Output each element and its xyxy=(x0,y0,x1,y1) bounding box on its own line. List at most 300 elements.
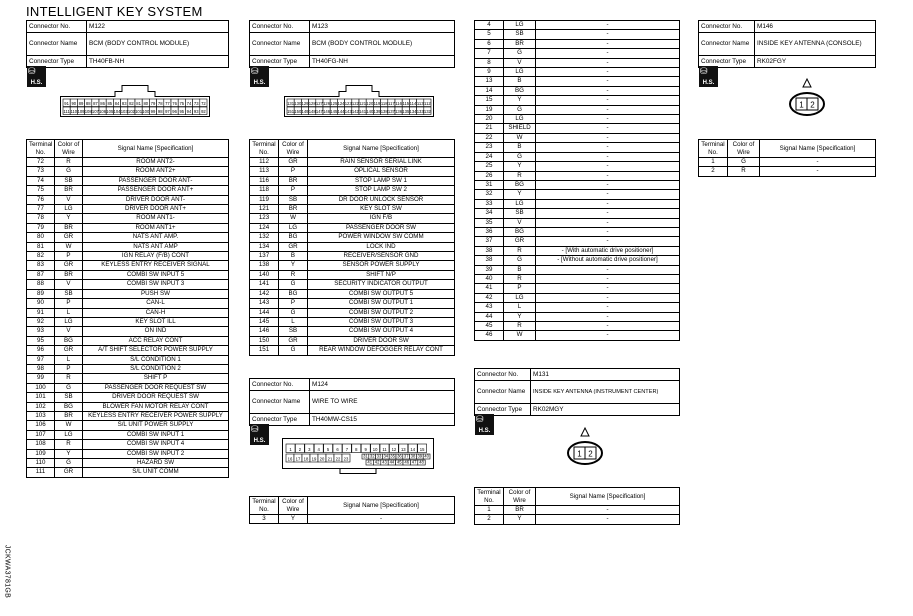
terminal-cell: 6 xyxy=(475,39,504,48)
signal-name-cell: COMBI SW INPUT 2 xyxy=(83,449,229,458)
table-row xyxy=(699,167,876,176)
table-row xyxy=(27,158,229,167)
terminal-cell: 5 xyxy=(475,30,504,39)
pin-label: 100 xyxy=(142,108,150,114)
table-row xyxy=(250,233,455,242)
pin-label: 124 xyxy=(337,100,345,106)
signal-name-cell: - xyxy=(536,190,680,199)
pin-label: 139 xyxy=(373,108,381,114)
signal-name-cell: ACC RELAY CONT xyxy=(83,336,229,345)
signal-name-cell: HAZARD SW xyxy=(83,459,229,468)
pin-label: 135 xyxy=(402,108,410,114)
signal-name-cell: KEY SLOT ILL xyxy=(83,317,229,326)
pin-label: 96 xyxy=(172,108,177,114)
pin-label: 137 xyxy=(387,108,395,114)
terminal-cell: 98 xyxy=(27,364,55,373)
pin-label: 19 xyxy=(311,456,317,462)
pin-label: 13 xyxy=(400,446,406,452)
signal-name-cell: - xyxy=(536,303,680,312)
pin-label: 105 xyxy=(106,108,114,114)
signal-name-cell: ROOM ANT2+ xyxy=(83,167,229,176)
m124-connector-diagram xyxy=(282,438,434,474)
signal-name-cell: COMBI SW OUTPUT 5 xyxy=(308,289,455,298)
terminal-cell: 142 xyxy=(250,289,279,298)
wire-color-cell: GR xyxy=(55,468,83,477)
pin-label: 36 xyxy=(397,453,402,459)
wire-color-cell: P xyxy=(55,299,83,308)
header-terminal: Terminal No. xyxy=(250,140,279,158)
terminal-cell: 15 xyxy=(475,96,504,105)
table-row xyxy=(27,289,229,298)
pin-label: 80 xyxy=(143,100,149,106)
wire-color-cell: G xyxy=(279,346,308,355)
pin-label: 47 xyxy=(411,459,417,465)
wire-color-cell: LG xyxy=(504,199,536,208)
table-row xyxy=(475,312,680,321)
terminal-cell: 90 xyxy=(27,299,55,308)
pin-label: 40 xyxy=(424,453,429,459)
pin-label: 18 xyxy=(303,456,309,462)
connector-no: M123 xyxy=(310,21,455,33)
terminal-cell: 1 xyxy=(475,506,504,515)
terminal-cell: 110 xyxy=(27,459,55,468)
pin-label: 15 xyxy=(419,446,425,452)
terminal-cell: 39 xyxy=(475,265,504,274)
pin-label: 89 xyxy=(78,100,84,106)
terminal-cell: 93 xyxy=(27,327,55,336)
wire-color-cell: G xyxy=(504,256,536,265)
m124-info xyxy=(249,378,455,426)
wire-color-cell: V xyxy=(55,327,83,336)
header-terminal: Terminal No. xyxy=(699,140,728,158)
wire-color-cell: G xyxy=(504,152,536,161)
terminal-cell: 75 xyxy=(27,186,55,195)
signal-name-cell: PASSENGER DOOR SW xyxy=(308,223,455,232)
terminal-cell: 34 xyxy=(475,209,504,218)
pin-label: 2 xyxy=(810,100,815,110)
table-row xyxy=(475,96,680,105)
pin-label: 118 xyxy=(380,100,388,106)
table-row xyxy=(475,237,680,246)
pin-label: 45 xyxy=(396,459,402,465)
table-row xyxy=(27,242,229,251)
pin-label: 142 xyxy=(351,108,359,114)
connector-type: TH40MW-CS15 xyxy=(310,414,455,426)
terminal-cell: 96 xyxy=(27,346,55,355)
wire-color-cell: SB xyxy=(279,195,308,204)
pin-label: 117 xyxy=(388,100,395,106)
signal-name-cell: SENSOR POWER SUPPLY xyxy=(308,261,455,270)
wire-color-cell: GR xyxy=(55,346,83,355)
m123-info xyxy=(249,20,455,68)
terminal-cell: 92 xyxy=(27,317,55,326)
terminal-cell: 74 xyxy=(27,176,55,185)
table-row xyxy=(475,199,680,208)
wire-color-cell: V xyxy=(55,195,83,204)
signal-name-cell: - xyxy=(536,143,680,152)
wire-color-cell: G xyxy=(504,105,536,114)
wire-color-cell: BR xyxy=(504,39,536,48)
pin-label: 32 xyxy=(369,453,375,459)
table-row xyxy=(27,459,229,468)
signal-name-cell: S/L CONDITION 1 xyxy=(83,355,229,364)
pin-label: 97 xyxy=(165,108,170,114)
signal-name-cell: SHIFT N/P xyxy=(308,270,455,279)
label: Connector No. xyxy=(27,21,87,33)
terminal-cell: 1 xyxy=(699,158,728,167)
signal-name-cell: DRIVER DOOR SW xyxy=(308,336,455,345)
signal-name-cell: - xyxy=(536,133,680,142)
wire-color-cell: G xyxy=(728,158,760,167)
header-signal: Signal Name [Specification] xyxy=(83,140,229,158)
pin-label: 138 xyxy=(380,108,388,114)
signal-name-cell: REAR WINDOW DEFOGGER RELAY CONT xyxy=(308,346,455,355)
hs-badge: ⛁ H.S. xyxy=(27,66,46,87)
table-row xyxy=(27,346,229,355)
pin-label: 48 xyxy=(419,459,424,465)
terminal-cell: 118 xyxy=(250,186,279,195)
pin-label: 4 xyxy=(317,446,320,452)
table-row xyxy=(27,186,229,195)
terminal-cell: 33 xyxy=(475,199,504,208)
wire-color-cell: BG xyxy=(504,86,536,95)
signal-name-cell: - [Without automatic drive positioner] xyxy=(536,256,680,265)
wire-color-cell: SB xyxy=(55,176,83,185)
signal-name-cell: ON IND xyxy=(83,327,229,336)
wire-color-cell: L xyxy=(279,317,308,326)
hs-badge: ⛁ H.S. xyxy=(250,66,269,87)
pin-label: 149 xyxy=(301,108,309,114)
terminal-cell: 8 xyxy=(475,58,504,67)
signal-name-cell: COMBI SW INPUT 1 xyxy=(83,430,229,439)
terminal-cell: 107 xyxy=(27,430,55,439)
wire-color-cell: BR xyxy=(504,506,536,515)
label: Connector No. xyxy=(250,21,310,33)
terminal-cell: 3 xyxy=(250,515,279,524)
label: Connector No. xyxy=(250,379,310,391)
terminal-cell: 119 xyxy=(250,195,279,204)
terminal-cell: 124 xyxy=(250,223,279,232)
signal-name-cell: - xyxy=(536,171,680,180)
pin-label: 1 xyxy=(577,449,582,459)
wire-color-cell: W xyxy=(504,331,536,340)
header-signal: Signal Name [Specification] xyxy=(760,140,876,158)
table-row xyxy=(475,133,680,142)
table-row xyxy=(27,327,229,336)
wire-color-cell: GR xyxy=(55,233,83,242)
connector-name: BCM (BODY CONTROL MODULE) xyxy=(87,33,229,56)
terminal-cell: 44 xyxy=(475,312,504,321)
pin-label: 88 xyxy=(85,100,91,106)
signal-name-cell: DRIVER DOOR ANT+ xyxy=(83,205,229,214)
pin-label: 93 xyxy=(193,108,199,114)
pin-label: 112 xyxy=(424,100,431,106)
table-row xyxy=(475,322,680,331)
table-row xyxy=(27,270,229,279)
pin-label: 140 xyxy=(366,108,374,114)
signal-name-cell: STOP LAMP SW 2 xyxy=(308,186,455,195)
terminal-cell: 2 xyxy=(699,167,728,176)
wire-color-cell: Y xyxy=(279,515,308,524)
terminal-cell: 101 xyxy=(27,393,55,402)
signal-name-cell: IGN RELAY (F/B) CONT xyxy=(83,252,229,261)
terminal-cell: 42 xyxy=(475,293,504,302)
signal-name-cell: ROOM ANT2- xyxy=(83,158,229,167)
pin-label: 146 xyxy=(323,108,331,114)
terminal-cell: 38 xyxy=(475,256,504,265)
terminal-cell: 134 xyxy=(250,242,279,251)
terminal-cell: 2 xyxy=(475,515,504,524)
table-row xyxy=(27,214,229,223)
signal-name-cell: KEYLESS ENTRY RECEIVER SIGNAL xyxy=(83,261,229,270)
terminal-cell: 100 xyxy=(27,383,55,392)
terminal-cell: 22 xyxy=(475,133,504,142)
connector-name: WIRE TO WIRE xyxy=(310,391,455,414)
signal-name-cell: COMBI SW OUTPUT 2 xyxy=(308,308,455,317)
pin-label: 44 xyxy=(389,459,395,465)
pin-label: 110 xyxy=(70,108,78,114)
terminal-cell: 144 xyxy=(250,308,279,317)
signal-name-cell: - xyxy=(536,115,680,124)
wire-color-cell: GR xyxy=(504,237,536,246)
terminal-cell: 80 xyxy=(27,233,55,242)
table-row xyxy=(27,468,229,477)
wire-color-cell: BG xyxy=(504,227,536,236)
terminal-cell: 40 xyxy=(475,274,504,283)
terminal-cell: 151 xyxy=(250,346,279,355)
pin-label: 74 xyxy=(186,100,192,106)
pin-label: 6 xyxy=(336,446,339,452)
signal-name-cell: SHIFT P xyxy=(83,374,229,383)
pin-label: 31 xyxy=(363,453,368,459)
pin-label: 151 xyxy=(287,108,295,114)
wire-color-cell: Y xyxy=(55,214,83,223)
table-row xyxy=(475,115,680,124)
pin-label: 22 xyxy=(335,456,341,462)
wire-color-cell: G xyxy=(55,459,83,468)
pin-label: 119 xyxy=(373,100,381,106)
terminal-cell: 112 xyxy=(250,158,279,167)
pin-label: 75 xyxy=(179,100,185,106)
pin-label: 8 xyxy=(355,446,358,452)
signal-name-cell: - xyxy=(308,515,455,524)
pin-label: 85 xyxy=(107,100,113,106)
signal-name-cell: - xyxy=(536,77,680,86)
table-row xyxy=(250,317,455,326)
pin-label: 133 xyxy=(416,108,424,114)
table-row xyxy=(250,195,455,204)
table-row xyxy=(475,171,680,180)
wire-color-cell: V xyxy=(504,58,536,67)
wire-color-cell: R xyxy=(55,374,83,383)
table-row xyxy=(250,252,455,261)
pin-label: 1 xyxy=(289,446,292,452)
wire-color-cell: V xyxy=(504,218,536,227)
table-row xyxy=(27,440,229,449)
signal-name-cell: CAN-H xyxy=(83,308,229,317)
signal-name-cell: - xyxy=(536,322,680,331)
connector-type: RK02MGY xyxy=(531,404,680,416)
wire-color-cell: GR xyxy=(279,158,308,167)
hs-badge: ⛁ H.S. xyxy=(699,66,718,87)
pin-label: 79 xyxy=(150,100,156,106)
table-row xyxy=(250,261,455,270)
terminal-cell: 81 xyxy=(27,242,55,251)
signal-name-cell: COMBI SW INPUT 5 xyxy=(83,270,229,279)
signal-name-cell: OPLICAL SENSOR xyxy=(308,167,455,176)
table-row xyxy=(475,180,680,189)
wire-color-cell: W xyxy=(55,421,83,430)
table-row xyxy=(27,205,229,214)
pin-label: 129 xyxy=(301,100,309,106)
m146-table xyxy=(698,139,876,177)
signal-name-cell: - xyxy=(536,58,680,67)
signal-name-cell: - xyxy=(536,105,680,114)
label: Connector Name xyxy=(250,391,310,414)
signal-name-cell: KEYLESS ENTRY RECEIVER POWER SUPPLY xyxy=(83,411,229,420)
table-row xyxy=(475,227,680,236)
table-row xyxy=(27,299,229,308)
wire-color-cell: R xyxy=(504,322,536,331)
pin-label: 121 xyxy=(359,100,367,106)
pin-label: 127 xyxy=(315,100,323,106)
pin-label: 76 xyxy=(172,100,177,106)
wire-color-cell: R xyxy=(55,158,83,167)
pin-label: 98 xyxy=(157,108,163,114)
document-code-text: JCKWA3781GB xyxy=(3,544,11,599)
wire-color-cell: Y xyxy=(504,515,536,524)
table-row xyxy=(27,393,229,402)
wire-color-cell: LG xyxy=(504,293,536,302)
pin-label: 33 xyxy=(376,453,382,459)
wire-color-cell: L xyxy=(55,308,83,317)
header-terminal: Terminal No. xyxy=(475,488,504,506)
wire-color-cell: SHIELD xyxy=(504,124,536,133)
wire-color-cell: SB xyxy=(504,209,536,218)
table-row xyxy=(250,205,455,214)
pin-label: 101 xyxy=(135,108,143,114)
signal-name-cell: - xyxy=(536,218,680,227)
wire-color-cell: BG xyxy=(55,336,83,345)
pin-label: 150 xyxy=(294,108,302,114)
terminal-cell: 31 xyxy=(475,180,504,189)
terminal-cell: 121 xyxy=(250,205,279,214)
pin-label: 1 xyxy=(799,100,804,110)
terminal-cell: 145 xyxy=(250,317,279,326)
signal-name-cell: RECEIVER/SENSOR GND xyxy=(308,252,455,261)
connector-no: M122 xyxy=(87,21,229,33)
terminal-cell: 103 xyxy=(27,411,55,420)
pin-label: 90 xyxy=(71,100,77,106)
table-row xyxy=(27,167,229,176)
label: Connector Type xyxy=(250,56,310,68)
signal-name-cell: - xyxy=(536,265,680,274)
table-row xyxy=(27,374,229,383)
pin-label: 11 xyxy=(382,446,387,452)
m123-connector-diagram xyxy=(284,85,434,117)
terminal-cell: 99 xyxy=(27,374,55,383)
table-row xyxy=(250,515,455,524)
terminal-cell: 123 xyxy=(250,214,279,223)
wire-color-cell: P xyxy=(279,167,308,176)
pin-label: 37 xyxy=(403,453,409,459)
pin-label: 128 xyxy=(308,100,316,106)
terminal-cell: 97 xyxy=(27,355,55,364)
pin-label: 148 xyxy=(308,108,316,114)
wire-color-cell: LG xyxy=(55,317,83,326)
table-row xyxy=(27,430,229,439)
pin-label: 21 xyxy=(327,456,333,462)
label: Connector Type xyxy=(475,404,531,416)
connector-no: M146 xyxy=(755,21,876,33)
table-row xyxy=(475,265,680,274)
pin-label: 113 xyxy=(416,100,424,106)
table-row xyxy=(27,364,229,373)
terminal-cell: 32 xyxy=(475,190,504,199)
terminal-cell: 26 xyxy=(475,171,504,180)
signal-name-cell: COMBI SW OUTPUT 1 xyxy=(308,299,455,308)
table-row xyxy=(475,515,680,524)
signal-name-cell: S/L UNIT COMM xyxy=(83,468,229,477)
wire-color-cell: BR xyxy=(55,270,83,279)
connector-type: TH40FB-NH xyxy=(87,56,229,68)
pin-label: 141 xyxy=(359,108,367,114)
signal-name-cell: - xyxy=(536,515,680,524)
table-row xyxy=(475,143,680,152)
terminal-cell: 25 xyxy=(475,162,504,171)
signal-name-cell: - xyxy=(536,49,680,58)
wire-color-cell: LG xyxy=(504,115,536,124)
table-row xyxy=(475,77,680,86)
signal-name-cell: ROOM ANT1- xyxy=(83,214,229,223)
connector-plug-icon: ⛁ xyxy=(251,424,259,434)
label: Connector Name xyxy=(475,381,531,404)
wire-color-cell: G xyxy=(504,49,536,58)
m124-continued-table xyxy=(474,20,680,341)
header-color: Color of Wire xyxy=(279,497,308,515)
pin-label: 136 xyxy=(395,108,403,114)
wire-color-cell: R xyxy=(504,171,536,180)
wire-color-cell: P xyxy=(279,186,308,195)
terminal-cell: 82 xyxy=(27,252,55,261)
m122-table xyxy=(26,139,229,478)
wire-color-cell: G xyxy=(55,167,83,176)
m123-table xyxy=(249,139,455,356)
wire-color-cell: BR xyxy=(55,186,83,195)
signal-name-cell: - xyxy=(536,312,680,321)
connector-type: RK02FGY xyxy=(755,56,876,68)
terminal-cell: 143 xyxy=(250,299,279,308)
terminal-cell: 77 xyxy=(27,205,55,214)
wire-color-cell: LG xyxy=(55,205,83,214)
wire-color-cell: G xyxy=(279,308,308,317)
label: Connector Name xyxy=(699,33,755,56)
pin-label: 2 xyxy=(298,446,302,452)
pin-label: 109 xyxy=(77,108,85,114)
signal-name-cell: IGN F/B xyxy=(308,214,455,223)
terminal-cell: 146 xyxy=(250,327,279,336)
wire-color-cell: SB xyxy=(55,289,83,298)
wire-color-cell: B xyxy=(504,143,536,152)
signal-name-cell: COMBI SW INPUT 3 xyxy=(83,280,229,289)
table-row xyxy=(475,152,680,161)
wire-color-cell: R xyxy=(728,167,760,176)
page-title: INTELLIGENT KEY SYSTEM xyxy=(26,4,203,19)
label: Connector No. xyxy=(475,369,531,381)
pin-label: 83 xyxy=(121,100,127,106)
table-row xyxy=(475,68,680,77)
signal-name-cell: - [With automatic drive positioner] xyxy=(536,246,680,255)
